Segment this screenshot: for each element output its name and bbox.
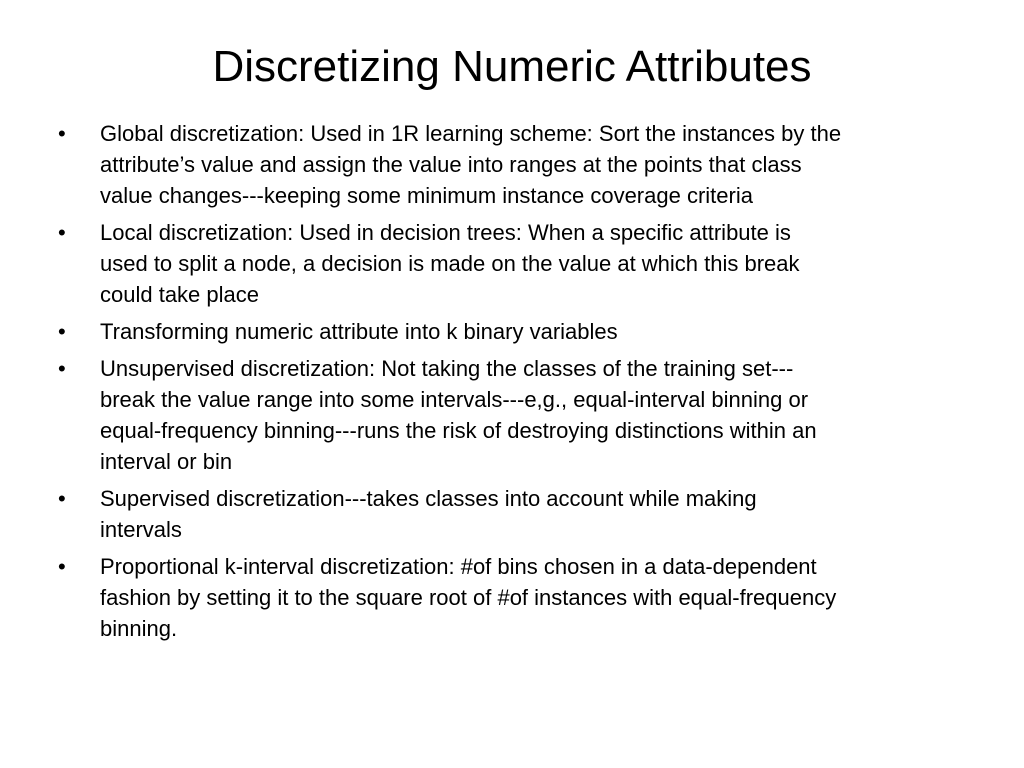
bullet-icon: • <box>58 486 66 511</box>
bullet-line: used to split a node, a decision is made on the value at which this break <box>100 251 800 276</box>
bullet-item-proportional-discretization <box>58 551 978 644</box>
bullet-line: Proportional k-interval discretization: #of bins chosen in a data-dependent <box>100 554 817 579</box>
bullet-icon: • <box>58 554 66 579</box>
bullet-item-global-discretization <box>58 118 978 211</box>
bullet-line: Local discretization: Used in decision trees: When a specific attribute is <box>100 220 791 245</box>
bullet-line: attribute’s value and assign the value into ranges at the points that class <box>100 152 802 177</box>
bullet-line: could take place <box>100 282 259 307</box>
bullet-item-supervised-discretization <box>58 483 978 545</box>
bullet-line: Transforming numeric attribute into k binary variables <box>100 319 618 344</box>
bullet-icon: • <box>58 356 66 381</box>
bullet-icon: • <box>58 121 66 146</box>
bullet-list <box>58 118 978 650</box>
bullet-item-local-discretization <box>58 217 978 310</box>
bullet-line: value changes---keeping some minimum instance coverage criteria <box>100 183 753 208</box>
bullet-icon: • <box>58 220 66 245</box>
bullet-line: intervals <box>100 517 182 542</box>
bullet-line: Supervised discretization---takes classes into account while making <box>100 486 757 511</box>
bullet-line: Unsupervised discretization: Not taking the classes of the training set--- <box>100 356 794 381</box>
bullet-item-binary-variables <box>58 316 978 347</box>
bullet-item-unsupervised-discretization <box>58 353 978 477</box>
bullet-line: equal-frequency binning---runs the risk of destroying distinctions within an <box>100 418 817 443</box>
slide-title: Discretizing Numeric Attributes <box>212 42 812 91</box>
bullet-line: Global discretization: Used in 1R learning scheme: Sort the instances by the <box>100 121 842 146</box>
bullet-icon: • <box>58 319 66 344</box>
bullet-line: break the value range into some intervals---e,g., equal-interval binning or <box>100 387 809 412</box>
bullet-line: fashion by setting it to the square root of #of instances with equal-frequency <box>100 585 837 610</box>
bullet-line: binning. <box>100 616 178 641</box>
bullet-line: interval or bin <box>100 449 233 474</box>
